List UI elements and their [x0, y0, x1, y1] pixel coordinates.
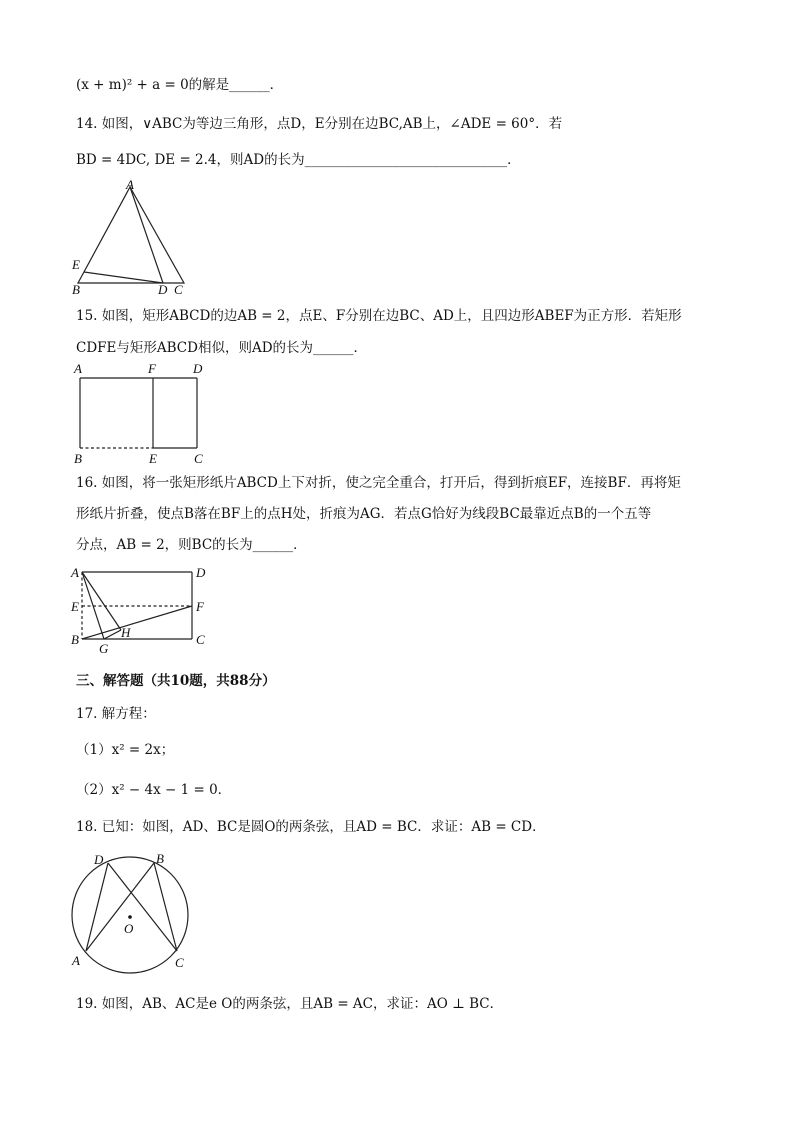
q15-label-d: D [193, 361, 203, 376]
q15-label-c: C [194, 451, 203, 466]
q15-text-1: 15. 如图，矩形ABCD的边AB = 2，点E、F分别在边BC、AD上，且四边形ABEF为正方形．若矩形 [76, 308, 682, 324]
q14-text-1: 14. 如图，∨ABC为等边三角形，点D，E分别在边BC,AB上，∠ADE = 60°．若 [76, 116, 563, 132]
q18-label-d: D [94, 852, 104, 867]
q18-chord-ad [86, 863, 108, 951]
q16-label-g: G [99, 641, 109, 656]
q16-segment-ah [82, 572, 121, 630]
q14-segment-ad [130, 187, 163, 283]
q16-label-e: E [71, 599, 79, 614]
q17-part-2: （2）x² − 4x − 1 = 0． [76, 782, 232, 798]
q18-figure [60, 848, 210, 978]
q16-label-a: A [71, 565, 79, 580]
q14-label-c: C [174, 282, 183, 297]
q16-text-3: 分点，AB = 2，则BC的长为______． [76, 537, 307, 553]
q15-label-a: A [74, 361, 82, 376]
q14-label-a: A [126, 177, 134, 192]
q16-label-d: D [196, 565, 206, 580]
q17-text: 17. 解方程： [76, 706, 156, 722]
q15-label-b: B [74, 451, 82, 466]
q14-label-d: D [158, 282, 168, 297]
q18-label-b: B [156, 851, 164, 866]
q18-circle [72, 857, 188, 973]
q18-segment-ab [86, 863, 154, 951]
q16-label-f: F [196, 599, 204, 614]
q15-label-f: F [148, 361, 156, 376]
q17-part-1: （1）x² = 2x； [76, 742, 175, 758]
q13-tail-text: (x + m)² + a = 0的解是______． [76, 77, 284, 93]
q16-label-c: C [196, 632, 205, 647]
q14-segment-ed [84, 272, 163, 283]
q18-label-c: C [175, 955, 184, 970]
q18-segment-dc [108, 863, 177, 951]
q18-label-a: A [72, 953, 80, 968]
q18-text: 18. 已知：如图，AD、BC是圆O的两条弦，且AD = BC．求证：AB = CD． [76, 819, 546, 835]
q14-label-b: B [72, 282, 80, 297]
q16-label-b: B [71, 632, 79, 647]
q16-text-2: 形纸片折叠，使点B落在BF上的点H处，折痕为AG．若点G恰好为线段BC最靠近点B的一个五等 [76, 506, 652, 522]
q14-triangle-abc [78, 187, 184, 283]
q16-text-1: 16. 如图，将一张矩形纸片ABCD上下对折，使之完全重合，打开后，得到折痕EF，连接BF．再将矩 [76, 475, 681, 491]
q15-figure [70, 360, 215, 466]
q14-label-e: E [72, 257, 80, 272]
q15-text-2: CDFE与矩形ABCD相似，则AD的长为______． [76, 340, 368, 356]
q14-text-2: BD = 4DC, DE = 2.4，则AD的长为______________________________． [76, 152, 521, 168]
q18-label-o: O [124, 921, 134, 936]
q19-text: 19. 如图，AB、AC是e O的两条弦，且AB = AC，求证：AO ⊥ BC． [76, 996, 504, 1012]
q14-figure [70, 176, 190, 298]
q15-label-e: E [149, 451, 157, 466]
q18-center-point [128, 915, 132, 919]
q16-figure [68, 563, 218, 657]
section-3-heading: 三、解答题（共10题，共88分） [76, 673, 276, 689]
q16-label-h: H [121, 625, 131, 640]
